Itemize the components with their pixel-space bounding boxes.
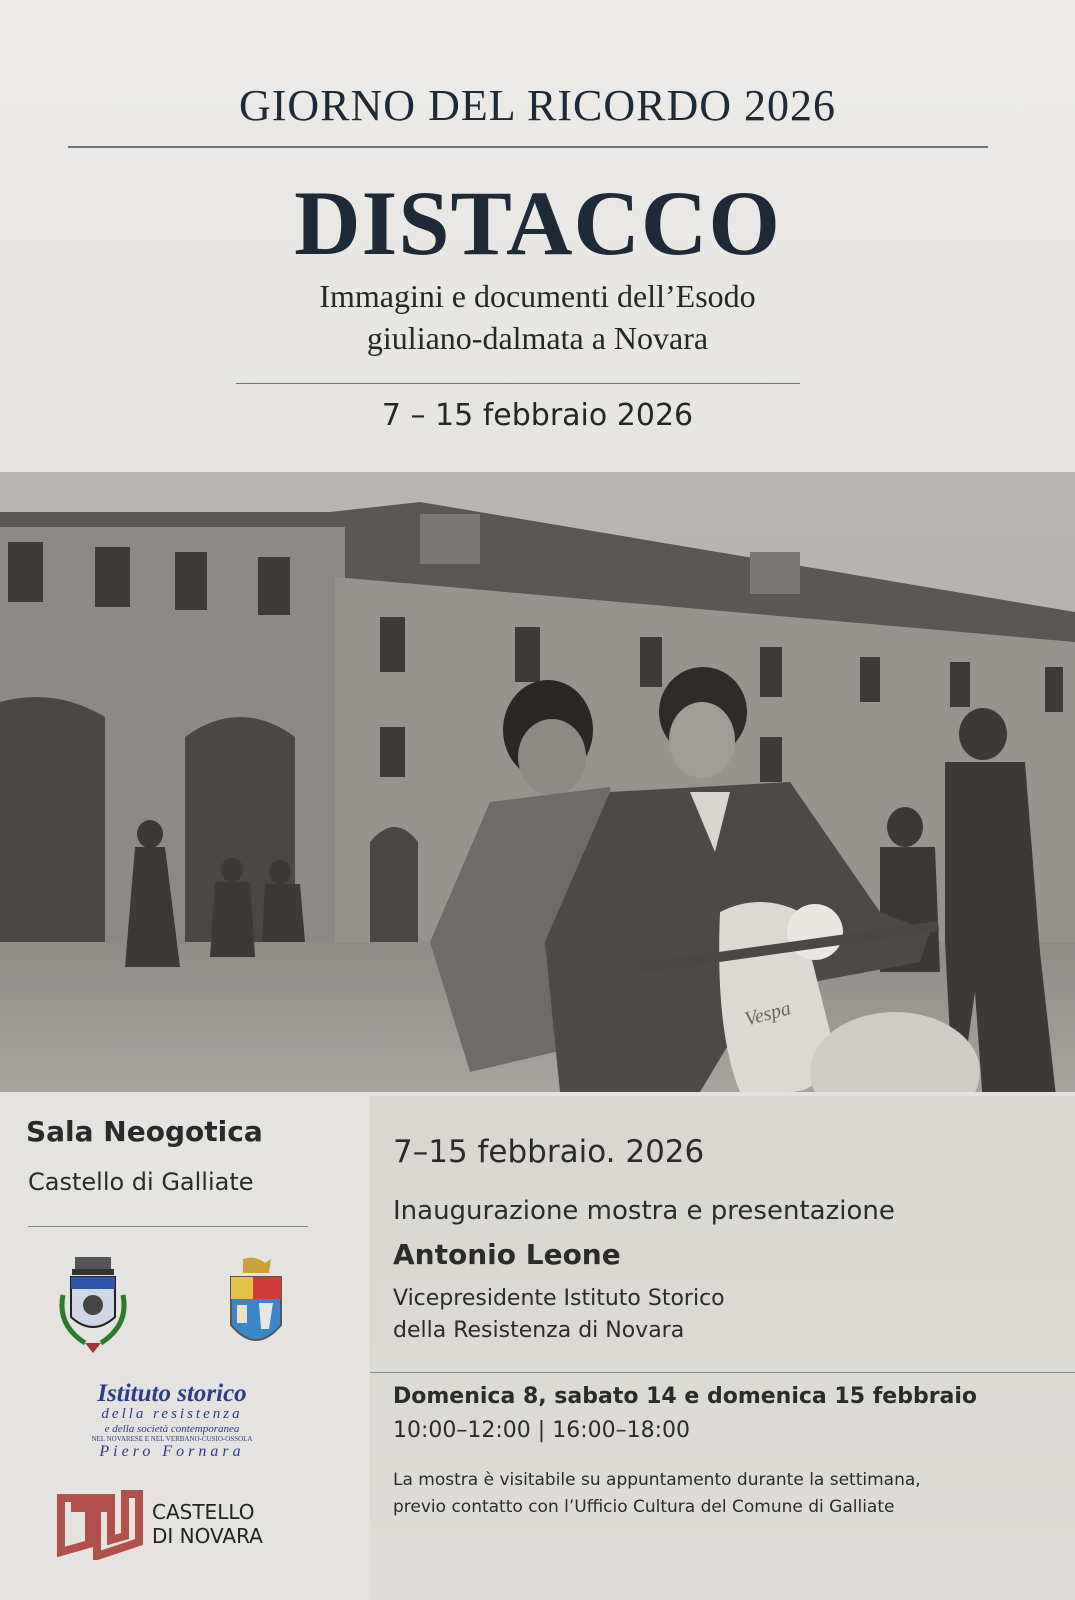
speaker-role-line-2: della Resistenza di Novara [393,1318,685,1343]
subtitle-divider [236,383,800,384]
exhibition-title: DISTACCO [294,172,781,274]
novara-coat-of-arms-icon [225,1255,287,1360]
opening-days: Domenica 8, sabato 14 e domenica 15 febbraio [393,1384,978,1409]
speaker-name: Antonio Leone [393,1238,621,1271]
venue-divider [28,1226,308,1227]
visit-note-line-2: previo contatto con l’Ufficio Cultura del Comune di Galliate [393,1497,895,1517]
castello-di-novara-logo-icon [55,1488,145,1560]
institute-line-4: NEL NOVARESE E NEL VERBANO-CUSIO-OSSOLA [91,1435,253,1443]
scooter-brand-text: Vespa [742,997,794,1031]
details-panel [370,1096,1075,1600]
visit-note-line-1: La mostra è visitabile su appuntamento durante la settimana, [393,1470,921,1490]
galliate-coat-of-arms-icon [55,1255,131,1355]
subtitle-line-1: Immagini e documenti dell’Esodo [319,278,756,314]
venue-location: Castello di Galliate [28,1168,254,1196]
speaker-role-line-1: Vicepresidente Istituto Storico [393,1286,725,1311]
castello-di-novara-text [152,1500,263,1548]
inauguration-text: Inaugurazione mostra e presentazione [393,1196,895,1226]
top-divider [68,146,988,148]
castello-line-2: DI NOVARA [152,1524,263,1548]
details-divider [370,1372,1075,1373]
institute-line-2: della resistenza [101,1406,243,1422]
event-title: GIORNO DEL RICORDO 2026 [238,81,837,130]
castello-line-1: CASTELLO [152,1500,255,1524]
details-dates: 7–15 febbraio. 2026 [393,1134,705,1170]
institute-line-5: Piero Fornara [99,1443,245,1460]
venue-name: Sala Neogotica [26,1115,263,1148]
institute-name: Istituto storico [97,1380,247,1407]
historical-photo [0,472,1075,1092]
opening-hours: 10:00–12:00 | 16:00–18:00 [393,1418,690,1443]
istituto-storico-logo [72,1380,272,1461]
institute-line-3: e della società contemporanea [104,1423,240,1435]
subtitle-line-2: giuliano-dalmata a Novara [366,320,709,356]
header-dates: 7 – 15 febbraio 2026 [381,398,694,433]
